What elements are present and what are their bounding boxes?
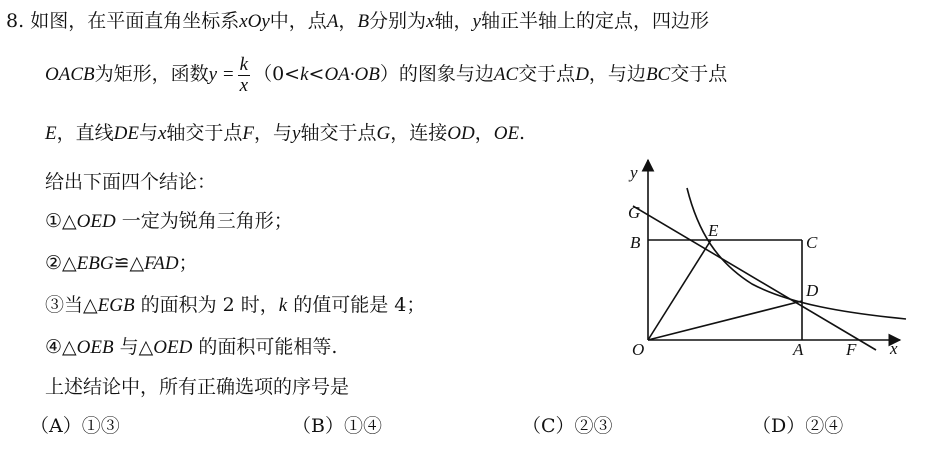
math: y =	[208, 64, 235, 85]
text: ；	[178, 252, 198, 274]
label-f: F	[846, 340, 857, 359]
math: EBG	[76, 253, 114, 274]
text: 中，点	[269, 10, 327, 32]
question-text: 上述结论中，所有正确选项的序号是	[45, 376, 350, 398]
fraction-numerator: k	[239, 53, 249, 75]
text: 一定为锐角三角形；	[115, 210, 293, 232]
math: xOy	[239, 11, 270, 32]
text: 交于点	[670, 63, 728, 85]
option-c[interactable]: （C）②③	[522, 415, 613, 437]
text: 的面积可能相等.	[192, 336, 338, 358]
math: OED	[76, 211, 116, 232]
math: y	[472, 11, 481, 32]
math: A	[326, 11, 339, 32]
text: 轴交于点	[166, 122, 243, 144]
label-b: B	[630, 233, 641, 252]
math: D	[575, 64, 589, 85]
math: FAD	[144, 253, 179, 274]
text: <	[308, 63, 325, 85]
label-g: G	[628, 203, 641, 222]
intro-text: 给出下面四个结论：	[45, 171, 217, 193]
text: 与	[138, 122, 158, 144]
math: EGB	[97, 295, 135, 316]
math: OED	[153, 337, 193, 358]
math: E	[45, 123, 57, 144]
text: 如图，在平面直角坐标系	[30, 10, 240, 32]
hyperbola-curve	[687, 188, 906, 319]
math: G	[376, 123, 391, 144]
math: y	[292, 123, 301, 144]
label-y: y	[630, 163, 638, 182]
math: DE	[113, 123, 139, 144]
text: 的面积为 2 时，	[134, 294, 279, 316]
text: ③当△	[45, 294, 98, 316]
label-a: A	[793, 340, 804, 359]
segment-od	[648, 301, 802, 340]
label-x: x	[890, 339, 898, 358]
math: F	[242, 123, 255, 144]
text: ，连接	[390, 122, 448, 144]
problem-number: 8.	[6, 10, 25, 32]
math: AC	[493, 64, 519, 85]
text: 的值可能是 4；	[287, 294, 426, 316]
text: 轴，	[434, 10, 473, 32]
text: ，	[338, 10, 358, 32]
label-o: O	[632, 340, 645, 359]
text: 轴交于点	[300, 122, 377, 144]
text: ，直线	[56, 122, 114, 144]
text: ，与	[254, 122, 293, 144]
math: OA·OB	[324, 64, 380, 85]
text: 的图象与边	[398, 63, 494, 85]
text: 分别为	[369, 10, 427, 32]
text: ，	[474, 122, 494, 144]
math: k	[300, 64, 309, 85]
segment-oe	[648, 240, 711, 340]
math: B	[357, 11, 370, 32]
label-c: C	[806, 233, 818, 252]
math: k	[278, 295, 288, 316]
option-b[interactable]: （B）①④	[292, 415, 382, 437]
text: ）	[379, 63, 399, 85]
text: .	[519, 122, 526, 144]
math: OACB	[45, 64, 95, 85]
math: OD	[447, 123, 475, 144]
math: OE	[493, 123, 520, 144]
line-gf	[633, 206, 876, 350]
label-e: E	[708, 221, 719, 240]
option-d[interactable]: （D）②④	[752, 415, 844, 437]
text: ，与边	[588, 63, 646, 85]
text: ②△	[45, 252, 77, 274]
text: 交于点	[518, 63, 576, 85]
text: ④△	[45, 336, 77, 358]
label-d: D	[806, 281, 819, 300]
math: OEB	[76, 337, 114, 358]
math: x	[157, 123, 167, 144]
text: 与△	[113, 336, 154, 358]
text: ≌△	[113, 252, 145, 274]
fraction-denominator: x	[239, 74, 249, 96]
text: 为矩形，函数	[94, 63, 209, 85]
math: x	[426, 11, 435, 32]
text: ①△	[45, 210, 77, 232]
text: （0<	[253, 63, 301, 85]
math: BC	[645, 64, 671, 85]
option-a[interactable]: （A）①③	[30, 415, 120, 437]
text: 轴正半轴上的定点，四边形	[480, 10, 709, 32]
